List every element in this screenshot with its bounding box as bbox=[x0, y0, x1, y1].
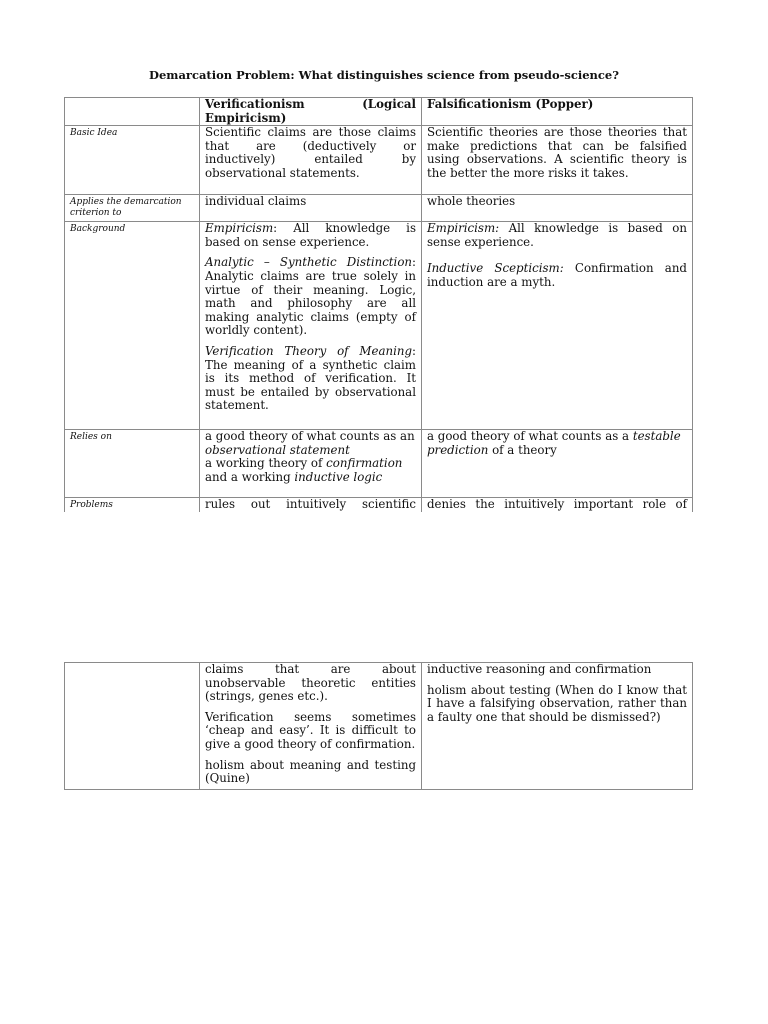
cell-basic-idea-verificationism bbox=[200, 126, 422, 195]
table-header-row bbox=[65, 98, 693, 126]
comparison-table bbox=[64, 97, 693, 514]
inductive-scepticism-term: Inductive Scepticism: bbox=[427, 261, 564, 276]
problems-verificationism-p2: Verification seems sometimes ‘cheap and easy’. It is difficult to give a good theory of confirmation. bbox=[205, 709, 416, 751]
relies-c-em: inductive logic bbox=[294, 469, 383, 484]
header-empty-cell bbox=[65, 98, 200, 126]
comparison-table-continued bbox=[64, 662, 693, 790]
relies-line-1 bbox=[205, 430, 416, 457]
relies-b-text: a working theory of bbox=[205, 456, 327, 471]
problems-verificationism-top-text: rules out intuitively scientific bbox=[205, 497, 416, 512]
row-label-problems: Problems bbox=[65, 498, 200, 514]
problems-falsificationism-top-text: denies the intuitively important role of bbox=[427, 497, 687, 512]
empiricism-f-text: All knowledge is based on sense experience. bbox=[427, 221, 687, 249]
cell-applies-falsificationism: whole theories bbox=[422, 195, 693, 222]
cell-relies-falsificationism bbox=[422, 430, 693, 498]
problems-verificationism-p1: claims that are about unobservable theoretic entities (strings, genes etc.). bbox=[205, 662, 416, 704]
relies-line-3 bbox=[205, 471, 416, 485]
background-verification-paragraph bbox=[205, 345, 416, 413]
row-basic-idea bbox=[65, 126, 693, 195]
cell-relies-verificationism bbox=[200, 430, 422, 498]
analytic-synthetic-term: Analytic – Synthetic Distinction bbox=[205, 255, 413, 270]
relies-a-text: a good theory of what counts as an bbox=[205, 429, 415, 444]
empiricism-f-term: Empiricism: bbox=[427, 221, 500, 236]
cell-background-falsificationism bbox=[422, 222, 693, 430]
header-falsificationism-text: Falsificationism (Popper) bbox=[427, 97, 594, 111]
relies-line-2 bbox=[205, 457, 416, 471]
cell-background-verificationism bbox=[200, 222, 422, 430]
header-verificationism bbox=[200, 98, 422, 126]
problems-falsificationism-p1: inductive reasoning and confirmation bbox=[427, 662, 652, 676]
background-empiricism-f-paragraph bbox=[427, 222, 687, 249]
verification-theory-text: : The meaning of a synthetic claim is its method of verification. It must be entailed by observational statement. bbox=[205, 343, 416, 413]
problems-verificationism-p3: holism about meaning and testing (Quine) bbox=[205, 757, 416, 786]
cell-problems-verificationism bbox=[200, 663, 422, 790]
row-label-problems-continued bbox=[65, 663, 200, 790]
relies-f-em: testable prediction bbox=[427, 429, 681, 457]
row-applies bbox=[65, 195, 693, 222]
relies-a-em: observational statement bbox=[205, 442, 350, 457]
relies-b-em: confirmation bbox=[326, 456, 403, 471]
row-label-background: Background bbox=[65, 222, 200, 430]
cell-applies-verificationism: individual claims bbox=[200, 195, 422, 222]
row-relies-on bbox=[65, 430, 693, 498]
cell-basic-idea-falsificationism bbox=[422, 126, 693, 195]
inductive-scepticism-text: Confirmation and induction are a myth. bbox=[427, 261, 687, 289]
verification-theory-term: Verification Theory of Meaning bbox=[205, 343, 413, 358]
row-label-basic-idea: Basic Idea bbox=[65, 126, 200, 195]
background-empiricism-paragraph bbox=[205, 222, 416, 249]
row-label-applies: Applies the demarcation criterion to bbox=[65, 195, 200, 222]
basic-idea-verificationism-text: Scientific claims are those claims that are (deductively or inductively) entailed by observational statements. bbox=[205, 125, 416, 180]
relies-f-text: a good theory of what counts as a bbox=[427, 429, 633, 444]
background-scepticism-paragraph bbox=[427, 262, 687, 289]
analytic-synthetic-text: : Analytic claims are true solely in virtue of their meaning. Logic, math and philosophy are all making analytic claims (empty of worldly content). bbox=[205, 255, 416, 338]
relies-c-text: and a working bbox=[205, 469, 295, 484]
basic-idea-falsificationism-text: Scientific theories are those theories that make predictions that can be falsified using observations. A scientific theory is the better the more risks it takes. bbox=[427, 125, 687, 180]
problems-falsificationism-p2: holism about testing (When do I know that I have a falsifying observation, rather than a faulty one that should be dismissed?) bbox=[427, 682, 687, 724]
cell-problems-falsificationism bbox=[422, 663, 693, 790]
row-problems-continued bbox=[65, 663, 693, 790]
empiricism-text: : All knowledge is based on sense experience. bbox=[205, 221, 416, 249]
header-verificationism-text: Verificationism (Logical Empiricism) bbox=[205, 97, 416, 125]
row-label-relies-on: Relies on bbox=[65, 430, 200, 498]
empiricism-term: Empiricism bbox=[205, 221, 274, 236]
page-break-area bbox=[0, 512, 768, 660]
header-falsificationism bbox=[422, 98, 693, 126]
relies-f-end: of a theory bbox=[488, 442, 557, 457]
document-title: Demarcation Problem: What distinguishes science from pseudo-science? bbox=[149, 68, 619, 82]
row-background bbox=[65, 222, 693, 430]
background-analytic-paragraph bbox=[205, 256, 416, 338]
